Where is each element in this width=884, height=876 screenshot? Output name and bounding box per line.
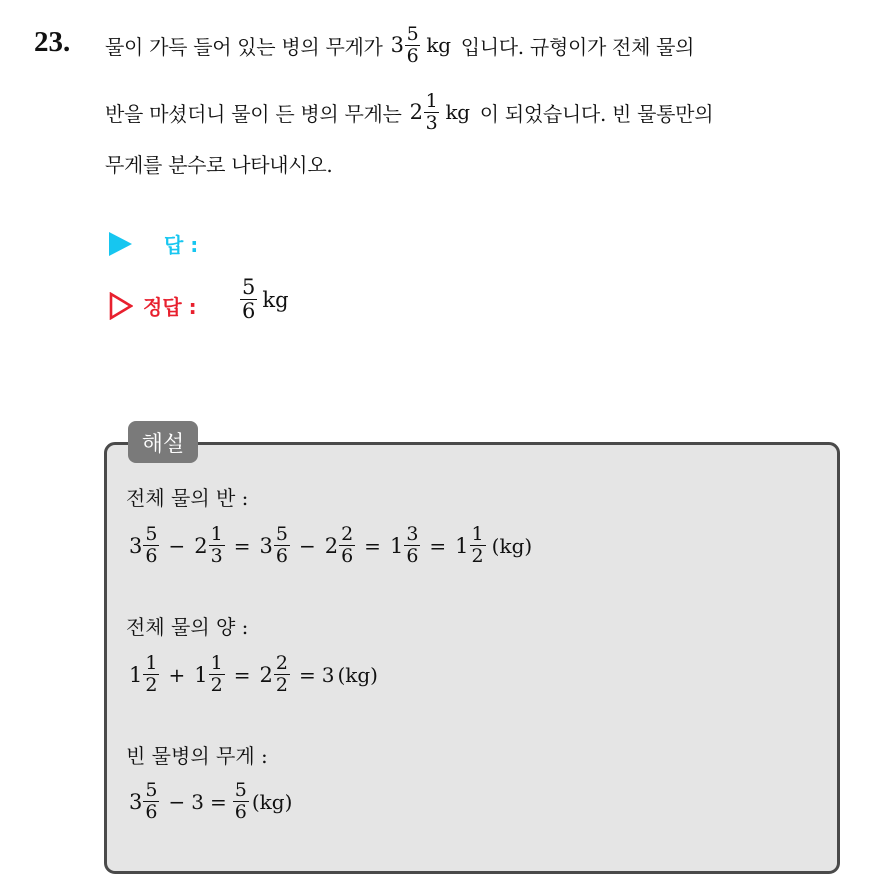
solution-equation-1 [126, 525, 532, 566]
numerator: 2 [341, 523, 354, 545]
numerator: 5 [234, 779, 247, 801]
fraction [470, 525, 486, 566]
fraction [274, 654, 290, 695]
fraction [405, 22, 421, 67]
whole-number: 3 [129, 533, 143, 558]
operator: = [233, 533, 251, 558]
whole-number: 1 [455, 533, 469, 558]
operator: − [168, 789, 186, 814]
unit: kg [345, 662, 371, 687]
open-paren: ( [337, 662, 346, 687]
numerator: 5 [406, 22, 419, 45]
operator: = [298, 662, 316, 687]
numerator: 1 [425, 89, 438, 112]
whole-number: 3 [321, 662, 335, 687]
open-paren: ( [251, 789, 260, 814]
whole-number: 3 [191, 789, 204, 814]
close-paren: ) [524, 533, 533, 558]
mixed-fraction [259, 654, 289, 695]
operator: = [209, 789, 227, 814]
operator: = [364, 533, 381, 558]
fraction [339, 525, 355, 566]
question-text: 이 되었습니다. 빈 물통만의 [479, 101, 714, 126]
unit: kg [259, 789, 285, 814]
correct-answer-row [109, 291, 197, 320]
denominator: 6 [234, 801, 247, 823]
solution-step-2-title: 전체 물의 양 : [126, 615, 249, 639]
numerator: 1 [210, 523, 223, 545]
fraction [424, 89, 440, 134]
whole-number: 3 [259, 533, 273, 558]
denominator: 6 [242, 299, 256, 323]
denominator: 6 [406, 545, 419, 567]
fraction [274, 525, 290, 566]
solution-step-1-title: 전체 물의 반 : [126, 486, 249, 510]
unit: kg [426, 33, 451, 57]
question-line-3 [105, 141, 332, 185]
mixed-fraction [409, 89, 440, 134]
numerator: 5 [145, 779, 158, 801]
question-line-2 [105, 90, 713, 134]
mixed-fraction [129, 525, 159, 566]
denominator: 3 [210, 545, 223, 567]
numerator: 3 [406, 523, 419, 545]
answer-row [109, 229, 198, 258]
numerator: 5 [275, 523, 288, 545]
unit: kg [499, 533, 525, 558]
mixed-fraction [325, 525, 355, 566]
correct-answer-label: 정답 : [143, 295, 197, 319]
whole-number: 3 [129, 789, 143, 814]
denominator: 6 [145, 545, 158, 567]
mixed-fraction [390, 22, 421, 67]
mixed-fraction [129, 781, 159, 822]
question-number: 23. [34, 26, 71, 58]
fraction [404, 525, 420, 566]
mixed-fraction [259, 525, 289, 566]
numerator: 1 [145, 652, 158, 674]
denominator: 2 [210, 674, 223, 696]
fraction [143, 525, 159, 566]
whole-number: 1 [389, 533, 404, 558]
mixed-fraction [129, 654, 159, 695]
operator: − [298, 533, 316, 558]
mixed-fraction [455, 525, 485, 566]
denominator: 3 [425, 111, 438, 134]
operator: = [429, 533, 447, 558]
solution-equation-2 [126, 654, 378, 695]
question-text: 물이 가득 들어 있는 병의 무게가 [105, 34, 383, 59]
denominator: 6 [406, 44, 419, 67]
fraction [143, 781, 159, 822]
fraction [209, 525, 225, 566]
denominator: 2 [275, 674, 288, 696]
numerator: 5 [242, 275, 256, 299]
whole-number: 2 [194, 533, 208, 558]
numerator: 1 [210, 652, 223, 674]
denominator: 6 [341, 545, 354, 567]
whole-number: 1 [129, 662, 143, 687]
whole-number: 2 [324, 533, 339, 558]
whole-number: 3 [390, 33, 404, 57]
open-paren: ( [491, 533, 500, 558]
solution-tag: 해설 [128, 421, 198, 463]
numerator: 2 [275, 652, 288, 674]
mixed-fraction [194, 525, 224, 566]
operator: − [168, 533, 186, 558]
operator: = [233, 662, 251, 687]
question-text: 입니다. 규형이가 전체 물의 [460, 34, 695, 59]
question-line-1 [105, 23, 694, 67]
question-text: 무게를 분수로 나타내시오. [105, 152, 333, 177]
denominator: 6 [275, 545, 288, 567]
question-text: 반을 마셨더니 물이 든 병의 무게는 [105, 101, 402, 126]
numerator: 1 [471, 523, 484, 545]
fraction [209, 654, 225, 695]
denominator: 2 [471, 545, 484, 567]
answer-label: 답 : [164, 233, 199, 257]
unit: kg [445, 100, 470, 124]
operator: + [168, 662, 186, 687]
mixed-fraction [194, 654, 224, 695]
fraction [233, 781, 249, 822]
whole-number: 2 [259, 662, 273, 687]
correct-answer-value [240, 277, 293, 322]
solution-step-3-title: 빈 물병의 무게 : [126, 744, 268, 768]
close-paren: ) [370, 662, 378, 687]
fraction [240, 277, 257, 322]
outline-play-icon [109, 292, 133, 320]
mixed-fraction [390, 525, 420, 566]
solution-equation-3 [126, 781, 292, 822]
close-paren: ) [284, 789, 293, 814]
denominator: 2 [145, 674, 158, 696]
whole-number: 2 [409, 100, 423, 124]
play-icon [109, 232, 132, 256]
numerator: 5 [145, 523, 158, 545]
whole-number: 1 [194, 662, 208, 687]
denominator: 6 [145, 801, 158, 823]
fraction [143, 654, 159, 695]
unit: kg [262, 287, 289, 312]
